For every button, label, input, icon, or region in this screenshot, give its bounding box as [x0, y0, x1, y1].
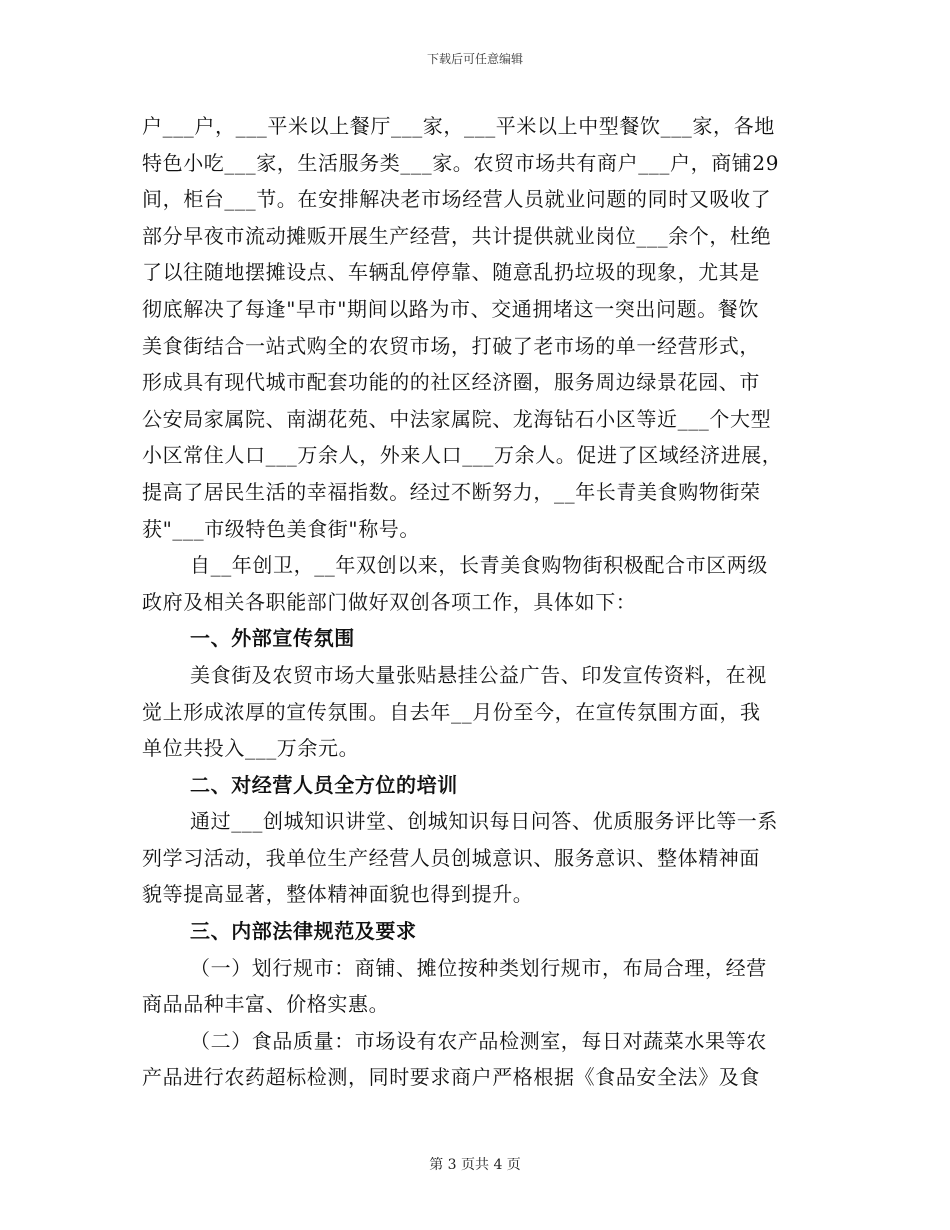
text-line: 小区常住人口___万余人，外来人口___万余人。促进了区域经济进展， — [142, 443, 783, 468]
page-header: 下载后可任意编辑 — [426, 52, 523, 66]
text-line: 单位共投入___万余元。 — [142, 736, 360, 761]
section-heading: 一、外部宣传氛围 — [190, 626, 355, 651]
paragraph-start-line: 美食街及农贸市场大量张贴悬挂公益广告、印发宣传资料，在视 — [190, 662, 767, 687]
text-line: 形成具有现代城市配套功能的的社区经济圈，服务周边绿景花园、市 — [142, 370, 760, 395]
text-line: 获"___市级特色美食街"称号。 — [142, 516, 420, 541]
text-line: 政府及相关各职能部门做好双创各项工作，具体如下： — [142, 589, 637, 614]
text-line: 貌等提高显著，整体精神面貌也得到提升。 — [142, 882, 534, 907]
section-heading: 二、对经营人员全方位的培训 — [190, 772, 458, 797]
text-line: 间，柜台___节。在安排解决老市场经营人员就业问题的同时又吸收了 — [142, 187, 772, 212]
text-line: 了以往随地摆摊设点、车辆乱停停靠、随意乱扔垃圾的现象，尤其是 — [142, 260, 760, 285]
paragraph-start-line: （一）划行规市：商铺、摊位按种类划行规市，布局合理，经营 — [190, 955, 767, 980]
text-line: 商品品种丰富、价格实惠。 — [142, 992, 390, 1017]
document-body — [142, 108, 810, 1096]
text-line: 提高了居民生活的幸福指数。经过不断努力，__年长青美食购物街荣 — [142, 479, 761, 504]
text-line: 产品进行农药超标检测，同时要求商户严格根据《食品安全法》及食 — [142, 1065, 760, 1090]
text-line: 彻底解决了每逢"早市"期间以路为市、交通拥堵这一突出问题。餐饮 — [142, 296, 759, 321]
text-line: 觉上形成浓厚的宣传氛围。自去年__月份至今，在宣传氛围方面，我 — [142, 699, 761, 724]
section-heading: 三、内部法律规范及要求 — [190, 919, 417, 944]
text-line: 公安局家属院、南湖花苑、中法家属院、龙海钻石小区等近___个大型 — [142, 406, 772, 431]
paragraph-start-line: （二）食品质量：市场设有农产品检测室，每日对蔬菜水果等农 — [190, 1028, 767, 1053]
text-line: 特色小吃___家，生活服务类___家。农贸市场共有商户___户，商铺29 — [142, 150, 780, 175]
page-footer: 第 3 页共 4 页 — [429, 1157, 521, 1173]
text-line: 美食街结合一站式购全的农贸市场，打破了老市场的单一经营形式， — [142, 333, 760, 358]
text-line: 部分早夜市流动摊贩开展生产经营，共计提供就业岗位___余个，杜绝 — [142, 223, 772, 248]
text-line: 列学习活动，我单位生产经营人员创城意识、服务意识、整体精神面 — [142, 845, 760, 870]
paragraph-start-line: 通过___创城知识讲堂、创城知识每日问答、优质服务评比等一系 — [190, 809, 778, 834]
text-line: 户___户，___平米以上餐厅___家，___平米以上中型餐饮___家，各地 — [142, 114, 775, 138]
paragraph-start-line: 自__年创卫，__年双创以来，长青美食购物街积极配合市区两级 — [190, 553, 768, 578]
